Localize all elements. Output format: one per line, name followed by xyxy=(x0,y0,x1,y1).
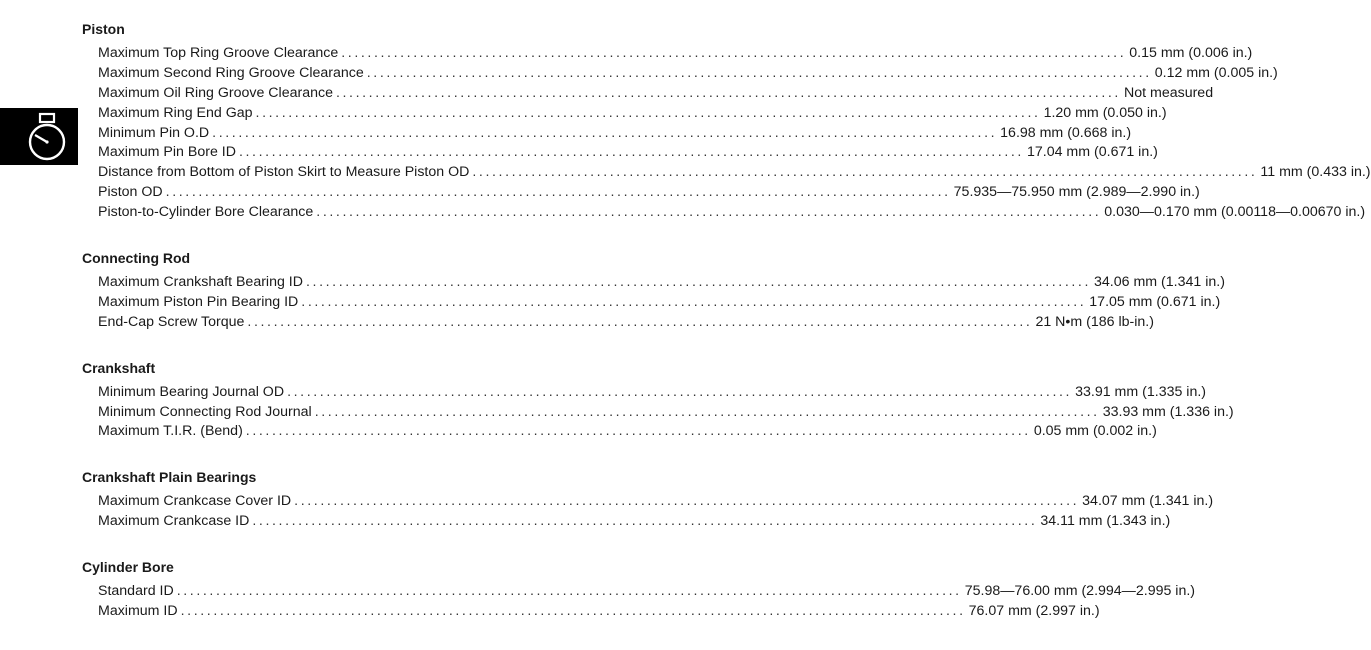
spec-label: Minimum Bearing Journal OD xyxy=(98,383,285,400)
spec-label: Maximum Oil Ring Groove Clearance xyxy=(98,84,333,101)
spec-label: Maximum Pin Bore ID xyxy=(98,144,236,161)
dot-leader: ........................................................................................................................ xyxy=(472,164,1258,181)
spec-label: Distance from Bottom of Piston Skirt to Measure Piston OD xyxy=(98,164,470,181)
dot-leader: ........................................................................................................................ xyxy=(252,513,1038,530)
spec-value: 11 mm (0.433 in.) xyxy=(1260,164,1371,181)
spec-label: Maximum Crankshaft Bearing ID xyxy=(98,274,303,291)
dot-leader: ........................................................................................................................ xyxy=(335,84,1121,101)
spec-value: 17.04 mm (0.671 in.) xyxy=(1026,144,1158,161)
spec-value: Not measured xyxy=(1123,84,1214,101)
dot-leader: ........................................................................................................................ xyxy=(316,204,1102,221)
spec-value: 76.07 mm (2.997 in.) xyxy=(968,603,1100,620)
spec-label: Maximum T.I.R. (Bend) xyxy=(98,423,243,440)
spec-value: 21 N•m (186 lb-in.) xyxy=(1035,313,1154,330)
dot-leader: ........................................................................................................................ xyxy=(165,184,951,201)
spec-row xyxy=(82,403,1234,423)
spec-row xyxy=(82,84,1214,104)
dot-leader: ........................................................................................................................ xyxy=(287,383,1073,400)
spec-section xyxy=(82,249,1225,333)
dot-leader: ........................................................................................................................ xyxy=(314,403,1100,420)
stopwatch-icon xyxy=(24,113,70,161)
dot-leader: ........................................................................................................................ xyxy=(255,104,1041,121)
dot-leader: ........................................................................................................................ xyxy=(247,313,1033,330)
spec-row xyxy=(82,383,1207,403)
spec-value: 75.935—75.950 mm (2.989—2.990 in.) xyxy=(953,184,1200,201)
section-title: Cylinder Bore xyxy=(82,559,174,576)
spec-label: Minimum Pin O.D xyxy=(98,124,210,141)
spec-row xyxy=(82,203,1366,223)
spec-row xyxy=(82,422,1157,442)
spec-row xyxy=(82,163,1371,183)
side-tab xyxy=(0,108,78,165)
dot-leader: ........................................................................................................................ xyxy=(301,293,1087,310)
spec-label: Piston OD xyxy=(98,184,163,201)
spec-label: Maximum Second Ring Groove Clearance xyxy=(98,64,364,81)
dot-leader: ........................................................................................................................ xyxy=(245,423,1031,440)
spec-value: 16.98 mm (0.668 in.) xyxy=(1000,124,1132,141)
spec-value: 33.91 mm (1.335 in.) xyxy=(1075,383,1207,400)
dot-leader: ........................................................................................................................ xyxy=(238,144,1024,161)
spec-row xyxy=(82,512,1171,532)
section-title: Piston xyxy=(82,21,125,37)
spec-row xyxy=(82,273,1225,293)
dot-leader: ........................................................................................................................ xyxy=(180,603,966,620)
spec-value: 33.93 mm (1.336 in.) xyxy=(1102,403,1234,420)
spec-label: Piston-to-Cylinder Bore Clearance xyxy=(98,204,314,221)
dot-leader: ........................................................................................................................ xyxy=(176,583,962,600)
spec-label: Maximum Crankcase Cover ID xyxy=(98,493,292,510)
spec-value: 34.11 mm (1.343 in.) xyxy=(1040,513,1171,530)
spec-value: 1.20 mm (0.050 in.) xyxy=(1043,104,1167,121)
spec-sheet xyxy=(82,20,1371,648)
spec-row xyxy=(82,313,1154,333)
spec-value: 75.98—76.00 mm (2.994—2.995 in.) xyxy=(964,583,1196,600)
spec-label: Minimum Connecting Rod Journal xyxy=(98,403,312,420)
section-title: Connecting Rod xyxy=(82,250,191,267)
spec-section xyxy=(82,468,1214,532)
spec-row xyxy=(82,104,1167,124)
spec-section xyxy=(82,359,1234,443)
spec-row xyxy=(82,602,1100,622)
spec-label: Maximum ID xyxy=(98,603,178,620)
spec-value: 0.05 mm (0.002 in.) xyxy=(1033,423,1157,440)
spec-row xyxy=(82,64,1278,84)
dot-leader: ........................................................................................................................ xyxy=(294,493,1080,510)
spec-row xyxy=(82,44,1253,64)
spec-label: Maximum Crankcase ID xyxy=(98,513,250,530)
spec-value: 34.07 mm (1.341 in.) xyxy=(1082,493,1214,510)
spec-row xyxy=(82,492,1214,512)
dot-leader: ........................................................................................................................ xyxy=(306,274,1092,291)
spec-section xyxy=(82,558,1196,622)
section-title: Crankshaft Plain Bearings xyxy=(82,469,257,486)
spec-label: Standard ID xyxy=(98,583,174,600)
spec-value: 17.05 mm (0.671 in.) xyxy=(1089,293,1221,310)
spec-value: 0.15 mm (0.006 in.) xyxy=(1129,45,1253,61)
spec-value: 0.030—0.170 mm (0.00118—0.00670 in.) xyxy=(1104,204,1366,221)
spec-label: Maximum Ring End Gap xyxy=(98,104,253,121)
spec-row xyxy=(82,183,1200,203)
spec-value: 34.06 mm (1.341 in.) xyxy=(1094,274,1225,291)
spec-label: Maximum Top Ring Groove Clearance xyxy=(98,45,339,61)
section-title: Crankshaft xyxy=(82,359,156,376)
spec-label: End-Cap Screw Torque xyxy=(98,313,245,330)
dot-leader: ........................................................................................................................ xyxy=(212,124,998,141)
spec-row xyxy=(82,143,1158,163)
spec-value: 0.12 mm (0.005 in.) xyxy=(1154,64,1278,81)
dot-leader: ........................................................................................................................ xyxy=(366,64,1152,81)
dot-leader: ........................................................................................................................ xyxy=(341,45,1127,61)
spec-label: Maximum Piston Pin Bearing ID xyxy=(98,293,299,310)
spec-row xyxy=(82,582,1196,602)
spec-row xyxy=(82,293,1221,313)
spec-row xyxy=(82,124,1132,144)
spec-section xyxy=(82,20,1371,223)
